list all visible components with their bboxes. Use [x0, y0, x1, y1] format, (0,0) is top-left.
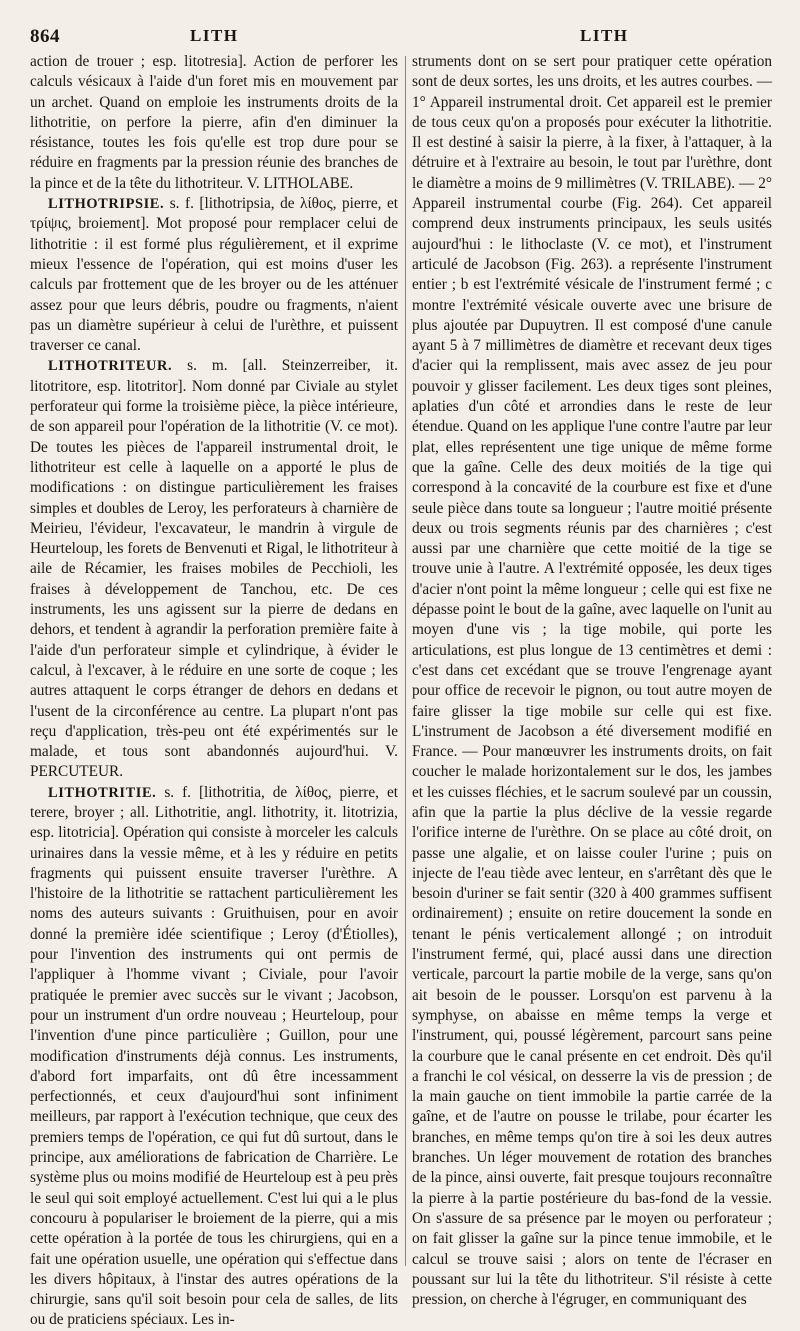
right-column — [412, 52, 772, 1309]
headword-left: LITH — [190, 26, 239, 45]
entry-text: s. f. [lithotripsia, de λίθος, pierre, et τρίψις, broiement]. Mot proposé pour remplacer celui de lithotritie : il est formé plus régulièrement, et il exprime mieux l'essence de l'opération, qui est moins d'user les calculs par frottement que de les broyer ou de les atténuer assez pour que leurs débris, poudre ou fragments, n'aient pas un diamètre supérieur à celui de l'urèthre, et puissent traverser ce canal. — [30, 195, 398, 355]
left-column — [30, 52, 398, 1329]
page-number: 864 — [30, 26, 60, 47]
entry-text: s. m. [all. Steinzerreiber, it. litotritore, esp. litotritor]. Nom donné par Civiale au stylet perforateur qui forme la troisième pièce, la pièce intérieure, de son appareil pour l'opération de la lithotritie (V. ce mot). De toutes les pièces de l'appareil instrumental droit, le lithotriteur est celle à laquelle on a apporté le plus de modifications : on distingue particulièrement les fraises simples et doubles de Leroy, les perforateurs à charnière de Meirieu, l'évideur, l'excavateur, le mandrin à virgule de Heurteloup, les forets de Benvenuti et Rigal, le lithotriteur à aile de Récamier, les fraises mobiles de Pecchioli, les fraises à développement de Tanchou, etc. De ces instruments, les uns agissent sur la pierre de dedans en dehors, et tendent à agrandir la perforation première faite à l'aide d'un perforateur simple et cylindrique, à évider le calcul, à l'excaver, à le réduire en une sorte de coque ; les autres attaquent le corps étranger de dehors en dedans et l'usent de la circonférence au centre. La plupart n'ont pas reçu d'application, très-peu ont été expérimentés sur le malade, et tous sont abandonnés aujourd'hui. V. PERCUTEUR. — [30, 357, 398, 781]
entry-continuation — [30, 52, 398, 194]
column-divider — [405, 56, 406, 1266]
entry-lithotritie — [30, 783, 398, 1331]
entry-lemma: LITHOTRIPSIE. — [48, 196, 165, 213]
running-header — [0, 20, 800, 50]
entry-lemma: LITHOTRITEUR. — [48, 358, 173, 375]
entry-lemma: LITHOTRITIE. — [48, 784, 157, 801]
headword-right: LITH — [580, 26, 629, 45]
entry-text: struments dont on se sert pour pratiquer cette opération sont de deux sortes, les uns droits, et les autres courbes. — 1° Appareil instrumental droit. Cet appareil est le premier de tous ceux qu'on a proposés pour exécuter la lithotritie. Il est destiné à saisir la pierre, à la fixer, à l'attaquer, à la détruire et à l'extraire au besoin, le tout par l'urèthre, dont le diamètre a moins de 9 millimètres (V. TRILABE). — 2° Appareil instrumental courbe (Fig. 264). Cet appareil comprend deux instruments principaux, les seuls usités aujourd'hui : le lithoclaste (V. ce mot), et l'instrument articulé de Jacobson (Fig. 263). a représente l'instrument entier ; b est l'extrémité vésicale de l'instrument fermé ; c montre l'extrémité vésicale ouverte avec une brisure de plus ajoutée par Dupuytren. Il est composé d'une canule ayant 5 à 7 millimètres de diamètre et recevant deux tiges d'acier qui la remplissent, mais avec assez de jeu pour pouvoir y glisser facilement. Les deux tiges sont pleines, aplaties d'un côté et arrondies dans le reste de leur étendue. Quand on les applique l'une contre l'autre par leur plat, elles représentent une tige unique de même forme que la gaîne. Celle des deux moitiés de la tige qui correspond à la concavité de la courbure est fixe et d'une seule pièce dans toute sa longueur ; l'autre moitié présente deux ou trois segments réunis par des charnières ; c'est aussi par une charnière que cette moitié de la tige se trouve unie à l'autre. A l'extrémité opposée, les deux tiges d'acier n'ont point la même longueur ; celle qui est fixe ne dépasse point le bout de la gaîne, avec laquelle on l'unit au moyen d'une vis ; la tige mobile, qui porte les articulations, est plus longue de 13 centimètres et demi : c'est dans cet excédant que se trouve l'engrenage ayant pour office de recevoir le pignon, ou tout autre moyen de faire glisser la tige mobile sur celle qui est fixe. L'instrument de Jacobson a été diversement modifié en France. — Pour manœuvrer les instruments droits, on fait coucher le malade horizontalement sur le dos, les jambes et les cuisses fléchies, et le sacrum soulevé par un coussin, afin que la partie la plus déclive de la vessie regarde l'orifice interne de l'urèthre. On se place au côté droit, on passe une algalie, et on laisse couler l'urine ; puis on injecte de l'eau tiède avec lenteur, en s'arrêtant dès que le besoin d'uriner se fait sentir (320 à 400 grammes suffisent ordinairement) ; ensuite on retire doucement la sonde en tenant le pénis verticalement allongé ; on introduit l'instrument fermé, qui, placé aussi dans une direction verticale, parcourt la partie mobile de la verge, sans qu'on ait besoin de le pousser. Lorsqu'on est parvenu à la symphyse, on abaisse en même temps la verge et l'instrument, qui, poussé légèrement, parcourt sans peine la courbure que le canal présente en cet endroit. Dès qu'il a franchi le col vésical, on desserre la vis de pression ; de la main gauche on tient immobile la partie carrée de la gaîne, et de l'autre on pousse le trilabe, pour écarter les branches, en même temps qu'on tire à soi les deux autres branches. Un léger mouvement de rotation des branches de la pince, ainsi ouverte, fait presque toujours reconnaître la pierre à la partie postérieure du bas-fond de la vessie. On s'assure de sa présence par le moyen ou perforateur ; on fait glisser la gaîne sur la pince tenue immobile, et le calcul se trouve saisi ; alors on tente de l'écraser en poussant sur lui la tête du lithotriteur. S'il résiste à cette pression, on cherche à l'égruger, en communiquant des — [412, 53, 772, 1309]
entry-text: s. f. [lithotritia, de λίθος, pierre, et terere, broyer ; all. Lithotritie, angl. lithotrity, it. litotrizia, esp. litotricia]. Opération qui consiste à morceler les calculs urinaires dans la vessie même, et à les y réduire en petits fragments qui puissent ensuite traverser l'urèthre. A l'histoire de la lithotritie se rattachent particulièrement les noms des auteurs suivants : Gruithuisen, pour en avoir donné la première idée scientifique ; Leroy (d'Étiolles), pour l'invention des instruments qui ont permis de l'appliquer à l'homme vivant ; Civiale, pour l'avoir pratiquée le premier avec succès sur le vivant ; Jacobson, pour un instrument d'un ordre nouveau ; Heurteloup, pour l'invention d'une pince particulière ; Guillon, pour une modification d'instruments déjà connus. Les instruments, d'abord fort imparfaits, ont dû être incessamment perfectionnés, et ceux d'aujourd'hui sont infiniment meilleurs, par rapport à l'exécution technique, que ceux des premiers temps de l'opération, ce qui fut dû surtout, dans le principe, aux améliorations de fabrication de Charrière. Le système plus ou moins modifié de Heurteloup est à peu près le seul qui soit employé actuellement. C'est lui qui a le plus concouru à populariser le broiement de la pierre, qui a mis cette opération à la portée de tous les chirurgiens, qui en a fait une opération usuelle, une opération qui s'effectue dans les divers hôpitaux, à l'instar des autres opérations de la chirurgie, sans qu'il soit besoin pour cela de salles, de lits ou de praticiens spéciaux. Les in- — [30, 783, 398, 1329]
entry-continuation — [412, 52, 772, 1310]
entry-lithotripsie — [30, 194, 398, 356]
entry-lithotriteur — [30, 356, 398, 782]
entry-text: action de trouer ; esp. litotresia]. Action de perforer les calculs vésicaux à l'aide d'un foret mis en mouvement par un archet. Quand on emploie les instruments droits de la lithotritie, on perfore la pierre, afin d'en diminuer la résistance, toutes les fois qu'elle est trop dure pour se réduire en fragments par la pression réunie des branches de la pince et de la tête du lithotriteur. V. LITHOLABE. — [30, 53, 398, 192]
